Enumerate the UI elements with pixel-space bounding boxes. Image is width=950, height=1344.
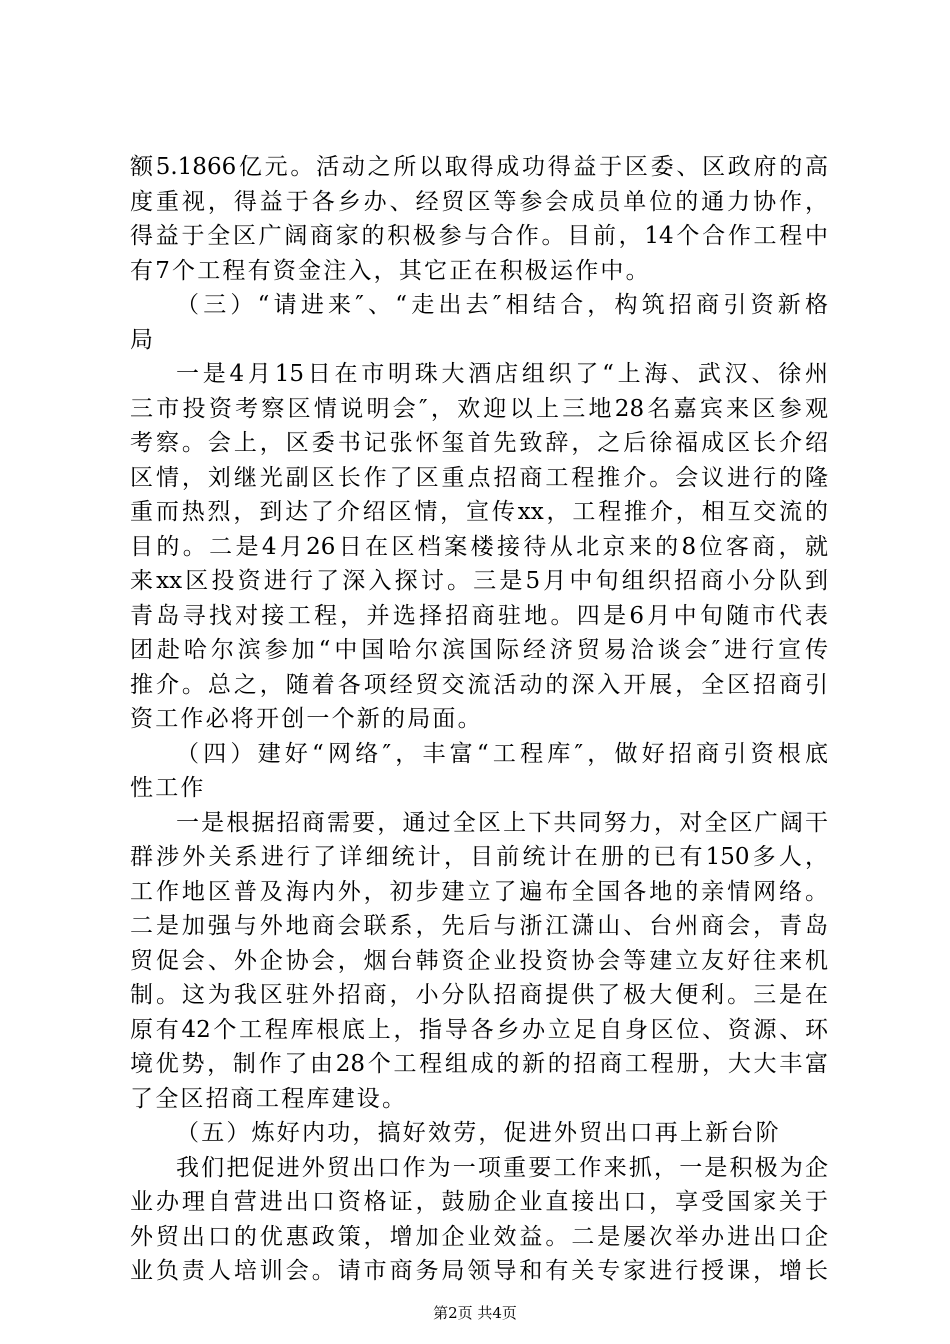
section-heading-4-cont: 性工作: [130, 775, 206, 801]
text-line: 了全区招商工程库建设。: [130, 1085, 408, 1112]
text-line: 团赴哈尔滨参加“中国哈尔滨国际经济贸易洽谈会″进行宣传: [130, 637, 828, 663]
section-heading-3: （三）“请进来″、“走出去″相结合，构筑招商引资新格: [176, 292, 828, 318]
text-line: 境优势，制作了由28个工程组成的新的招商工程册，大大丰富: [130, 1051, 828, 1077]
text-line: 外贸出口的优惠政策，增加企业效益。二是屡次举办进出口企: [130, 1223, 828, 1250]
text-line: 业负责人培训会。请市商务局领导和有关专家进行授课，增长: [130, 1258, 828, 1284]
text-line: 原有42个工程库根底上，指导各乡办立足自身区位、资源、环: [130, 1016, 828, 1043]
text-line: 重而热烈，到达了介绍区情，宣传xx，工程推介，相互交流的: [130, 499, 828, 525]
text-line: 我们把促进外贸出口作为一项重要工作来抓，一是积极为企: [176, 1154, 828, 1181]
section-heading-5: （五）炼好内功，搞好效劳，促进外贸出口再上新台阶: [176, 1120, 781, 1146]
text-line: 额5.1866亿元。活动之所以取得成功得益于区委、区政府的高: [130, 154, 828, 180]
text-line: 青岛寻找对接工程，并选择招商驻地。四是6月中旬随市代表: [130, 602, 828, 629]
text-line: 群涉外关系进行了详细统计，目前统计在册的已有150多人，: [130, 844, 828, 870]
document-body: [130, 150, 828, 1289]
text-line: 度重视，得益于各乡办、经贸区等参会成员单位的通力协作，: [130, 188, 828, 215]
section-heading-3-cont: 局: [130, 326, 156, 353]
text-line: 业办理自营进出口资格证，鼓励企业直接出口，享受国家关于: [130, 1189, 828, 1215]
text-line: 目的。二是4月26日在区档案楼接待从北京来的8位客商，就: [130, 533, 828, 560]
text-line: 考察。会上，区委书记张怀玺首先致辞，之后徐福成区长介绍: [130, 430, 828, 456]
text-line: 二是加强与外地商会联系，先后与浙江潇山、台州商会，青岛: [130, 913, 828, 939]
text-line: 得益于全区广阔商家的积极参与合作。目前，14个合作工程中: [130, 223, 828, 249]
text-line: 推介。总之，随着各项经贸交流活动的深入开展，全区招商引: [130, 671, 828, 698]
text-line: 资工作必将开创一个新的局面。: [130, 706, 483, 732]
text-line: 一是4月15日在市明珠大酒店组织了“上海、武汉、徐州: [176, 361, 828, 387]
text-line: 一是根据招商需要，通过全区上下共同努力，对全区广阔干: [176, 809, 828, 836]
text-line: 工作地区普及海内外，初步建立了遍布全国各地的亲情网络。: [130, 878, 828, 905]
text-line: 制。这为我区驻外招商，小分队招商提供了极大便利。三是在: [130, 982, 828, 1008]
section-heading-4: （四）建好“网络″，丰富“工程库″，做好招商引资根底: [176, 740, 828, 767]
text-line: 三市投资考察区情说明会″，欢迎以上三地28名嘉宾来区参观: [130, 395, 828, 422]
text-line: 有7个工程有资金注入，其它正在积极运作中。: [130, 257, 651, 284]
text-line: 来xx区投资进行了深入探讨。三是5月中旬组织招商小分队到: [130, 568, 828, 594]
text-line: 贸促会、外企协会，烟台韩资企业投资协会等建立友好往来机: [130, 947, 828, 974]
page-number-footer: 第2页 共4页: [433, 1304, 517, 1322]
text-line: 区情，刘继光副区长作了区重点招商工程推介。会议进行的隆: [130, 464, 828, 491]
